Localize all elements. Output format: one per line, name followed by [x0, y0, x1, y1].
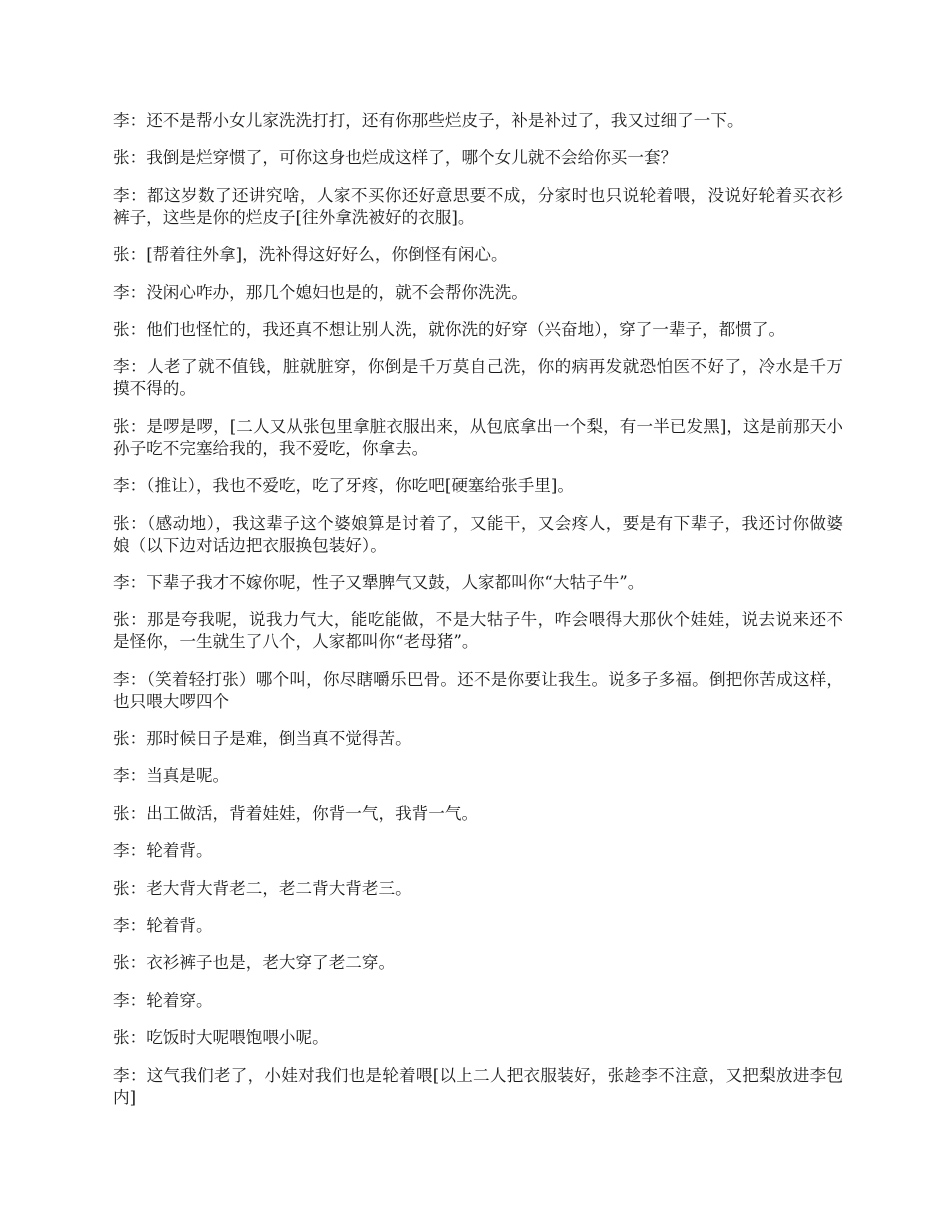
- speaker-name: 张: [113, 245, 130, 265]
- dialogue-text: 出工做活，背着娃娃，你背一气，我背一气。: [146, 803, 479, 823]
- speaker-name: 张: [113, 513, 130, 533]
- speaker-colon: ：: [129, 513, 147, 533]
- speaker-name: 张: [113, 610, 130, 630]
- dialogue-text: 当真是呢。: [146, 766, 230, 786]
- speaker-name: 李: [113, 572, 130, 592]
- dialogue-text: 是啰是啰，[二人又从张包里拿脏衣服出来，从包底拿出一个梨，有一半已发黑]，这是前那天小孙子吃不完塞给我的，我不爱吃，你拿去。: [113, 416, 844, 458]
- dialogue-line: [113, 609, 843, 653]
- dialogue-text: （感动地），我这辈子这个婆娘算是讨着了，又能干，又会疼人，要是有下辈子，我还讨你做婆娘（以下边对话边把衣服换包装好）。: [113, 513, 844, 555]
- dialogue-line: [113, 990, 843, 1012]
- speaker-name: 李: [113, 282, 130, 302]
- dialogue-line: [113, 803, 843, 825]
- dialogue-text: 那是夸我呢，说我力气大，能吃能做，不是大牯子牛，咋会喂得大那伙个娃娃，说去说来还不是怪你，一生就生了八个，人家都叫你“老母猪”。: [113, 610, 844, 652]
- dialogue-text: 我倒是烂穿惯了，可你这身也烂成这样了，哪个女儿就不会给你买一套？: [146, 148, 678, 168]
- speaker-colon: ：: [129, 916, 147, 936]
- speaker-colon: ：: [129, 282, 147, 302]
- dialogue-line: [113, 356, 843, 400]
- speaker-colon: ：: [129, 572, 147, 592]
- speaker-colon: ：: [129, 669, 147, 689]
- speaker-name: 张: [113, 878, 130, 898]
- speaker-colon: ：: [129, 1028, 147, 1048]
- dialogue-line: [113, 244, 843, 266]
- dialogue-line: [113, 915, 843, 937]
- dialogue-line: [113, 147, 843, 169]
- speaker-name: 张: [113, 953, 130, 973]
- dialogue-line: [113, 840, 843, 862]
- dialogue-text: 轮着背。: [146, 916, 213, 936]
- dialogue-text: 衣衫裤子也是，老大穿了老二穿。: [146, 953, 396, 973]
- speaker-name: 李: [113, 990, 130, 1010]
- dialogue-text: 他们也怪忙的，我还真不想让别人洗，就你洗的好穿（兴奋地），穿了一辈子，都惯了。: [146, 319, 786, 339]
- dialogue-text: 下辈子我才不嫁你呢，性子又犟脾气又鼓，人家都叫你“大牯子牛”。: [146, 572, 645, 592]
- speaker-colon: ：: [129, 841, 147, 861]
- speaker-name: 李: [113, 357, 130, 377]
- speaker-name: 李: [113, 841, 130, 861]
- dialogue-line: [113, 513, 843, 557]
- speaker-colon: ：: [129, 729, 147, 749]
- dialogue-text: 那时候日子是难，倒当真不觉得苦。: [146, 729, 412, 749]
- speaker-name: 张: [113, 803, 130, 823]
- dialogue-text: （笑着轻打张）哪个叫，你尽瞎嚼乐巴骨。还不是你要让我生。说多子多福。倒把你苦成这样，也只喂大啰四个: [113, 669, 844, 711]
- dialogue-text: [帮着往外拿]，洗补得这好好么，你倒怪有闲心。: [146, 245, 508, 265]
- dialogue-text: 老大背大背老二，老二背大背老三。: [146, 878, 412, 898]
- speaker-colon: ：: [129, 953, 147, 973]
- dialogue-line: [113, 282, 843, 304]
- speaker-name: 李: [113, 185, 130, 205]
- dialogue-body: [113, 110, 843, 1124]
- speaker-colon: ：: [129, 416, 147, 436]
- dialogue-line: [113, 765, 843, 787]
- speaker-colon: ：: [130, 357, 147, 377]
- dialogue-text: 没闲心咋办，那几个媳妇也是的，就不会帮你洗洗。: [146, 282, 528, 302]
- speaker-colon: ：: [129, 245, 147, 265]
- speaker-name: 李: [113, 111, 130, 130]
- dialogue-line: [113, 572, 843, 594]
- dialogue-text: 轮着背。: [146, 841, 213, 861]
- dialogue-text: 这气我们老了，小娃对我们也是轮着喂[以上二人把衣服装好，张趁李不注意，又把梨放进李包内]: [113, 1065, 843, 1107]
- speaker-name: 张: [113, 1028, 130, 1048]
- speaker-name: 张: [113, 148, 130, 168]
- dialogue-text: 人老了就不值钱，脏就脏穿，你倒是千万莫自己洗，你的病再发就恐怕医不好了，冷水是千万摸不得的。: [113, 357, 844, 399]
- dialogue-text: 都这岁数了还讲究啥，人家不买你还好意思要不成，分家时也只说轮着喂，没说好轮着买衣衫裤子，这些是你的烂皮子[往外拿洗被好的衣服]。: [113, 185, 844, 227]
- speaker-name: 张: [113, 319, 130, 339]
- dialogue-line: [113, 952, 843, 974]
- speaker-name: 张: [113, 729, 130, 749]
- speaker-colon: ：: [130, 610, 147, 630]
- speaker-name: 李: [113, 766, 130, 786]
- dialogue-text: 还不是帮小女儿家洗洗打打，还有你那些烂皮子，补是补过了，我又过细了一下。: [146, 111, 744, 130]
- speaker-colon: ：: [129, 476, 147, 496]
- dialogue-line: [113, 416, 843, 460]
- dialogue-text: （推让），我也不爱吃，吃了牙疼，你吃吧[硬塞给张手里]。: [146, 476, 574, 496]
- speaker-colon: ：: [130, 185, 147, 205]
- speaker-colon: ：: [129, 990, 147, 1010]
- dialogue-text: 吃饭时大呢喂饱喂小呢。: [146, 1028, 329, 1048]
- speaker-name: 李: [113, 476, 130, 496]
- dialogue-line: [113, 110, 843, 132]
- speaker-colon: ：: [129, 803, 147, 823]
- speaker-name: 李: [113, 916, 130, 936]
- speaker-name: 李: [113, 669, 130, 689]
- dialogue-line: [113, 1065, 843, 1109]
- speaker-name: 张: [113, 416, 130, 436]
- speaker-colon: ：: [129, 1065, 147, 1085]
- speaker-colon: ：: [129, 319, 147, 339]
- dialogue-line: [113, 1027, 843, 1049]
- speaker-colon: ：: [129, 111, 147, 130]
- speaker-colon: ：: [129, 766, 147, 786]
- speaker-colon: ：: [129, 148, 147, 168]
- dialogue-line: [113, 728, 843, 750]
- dialogue-line: [113, 475, 843, 497]
- dialogue-line: [113, 669, 843, 713]
- speaker-colon: ：: [129, 878, 147, 898]
- speaker-name: 李: [113, 1065, 130, 1085]
- dialogue-line: [113, 878, 843, 900]
- dialogue-line: [113, 319, 843, 341]
- dialogue-line: [113, 185, 843, 229]
- dialogue-text: 轮着穿。: [146, 990, 213, 1010]
